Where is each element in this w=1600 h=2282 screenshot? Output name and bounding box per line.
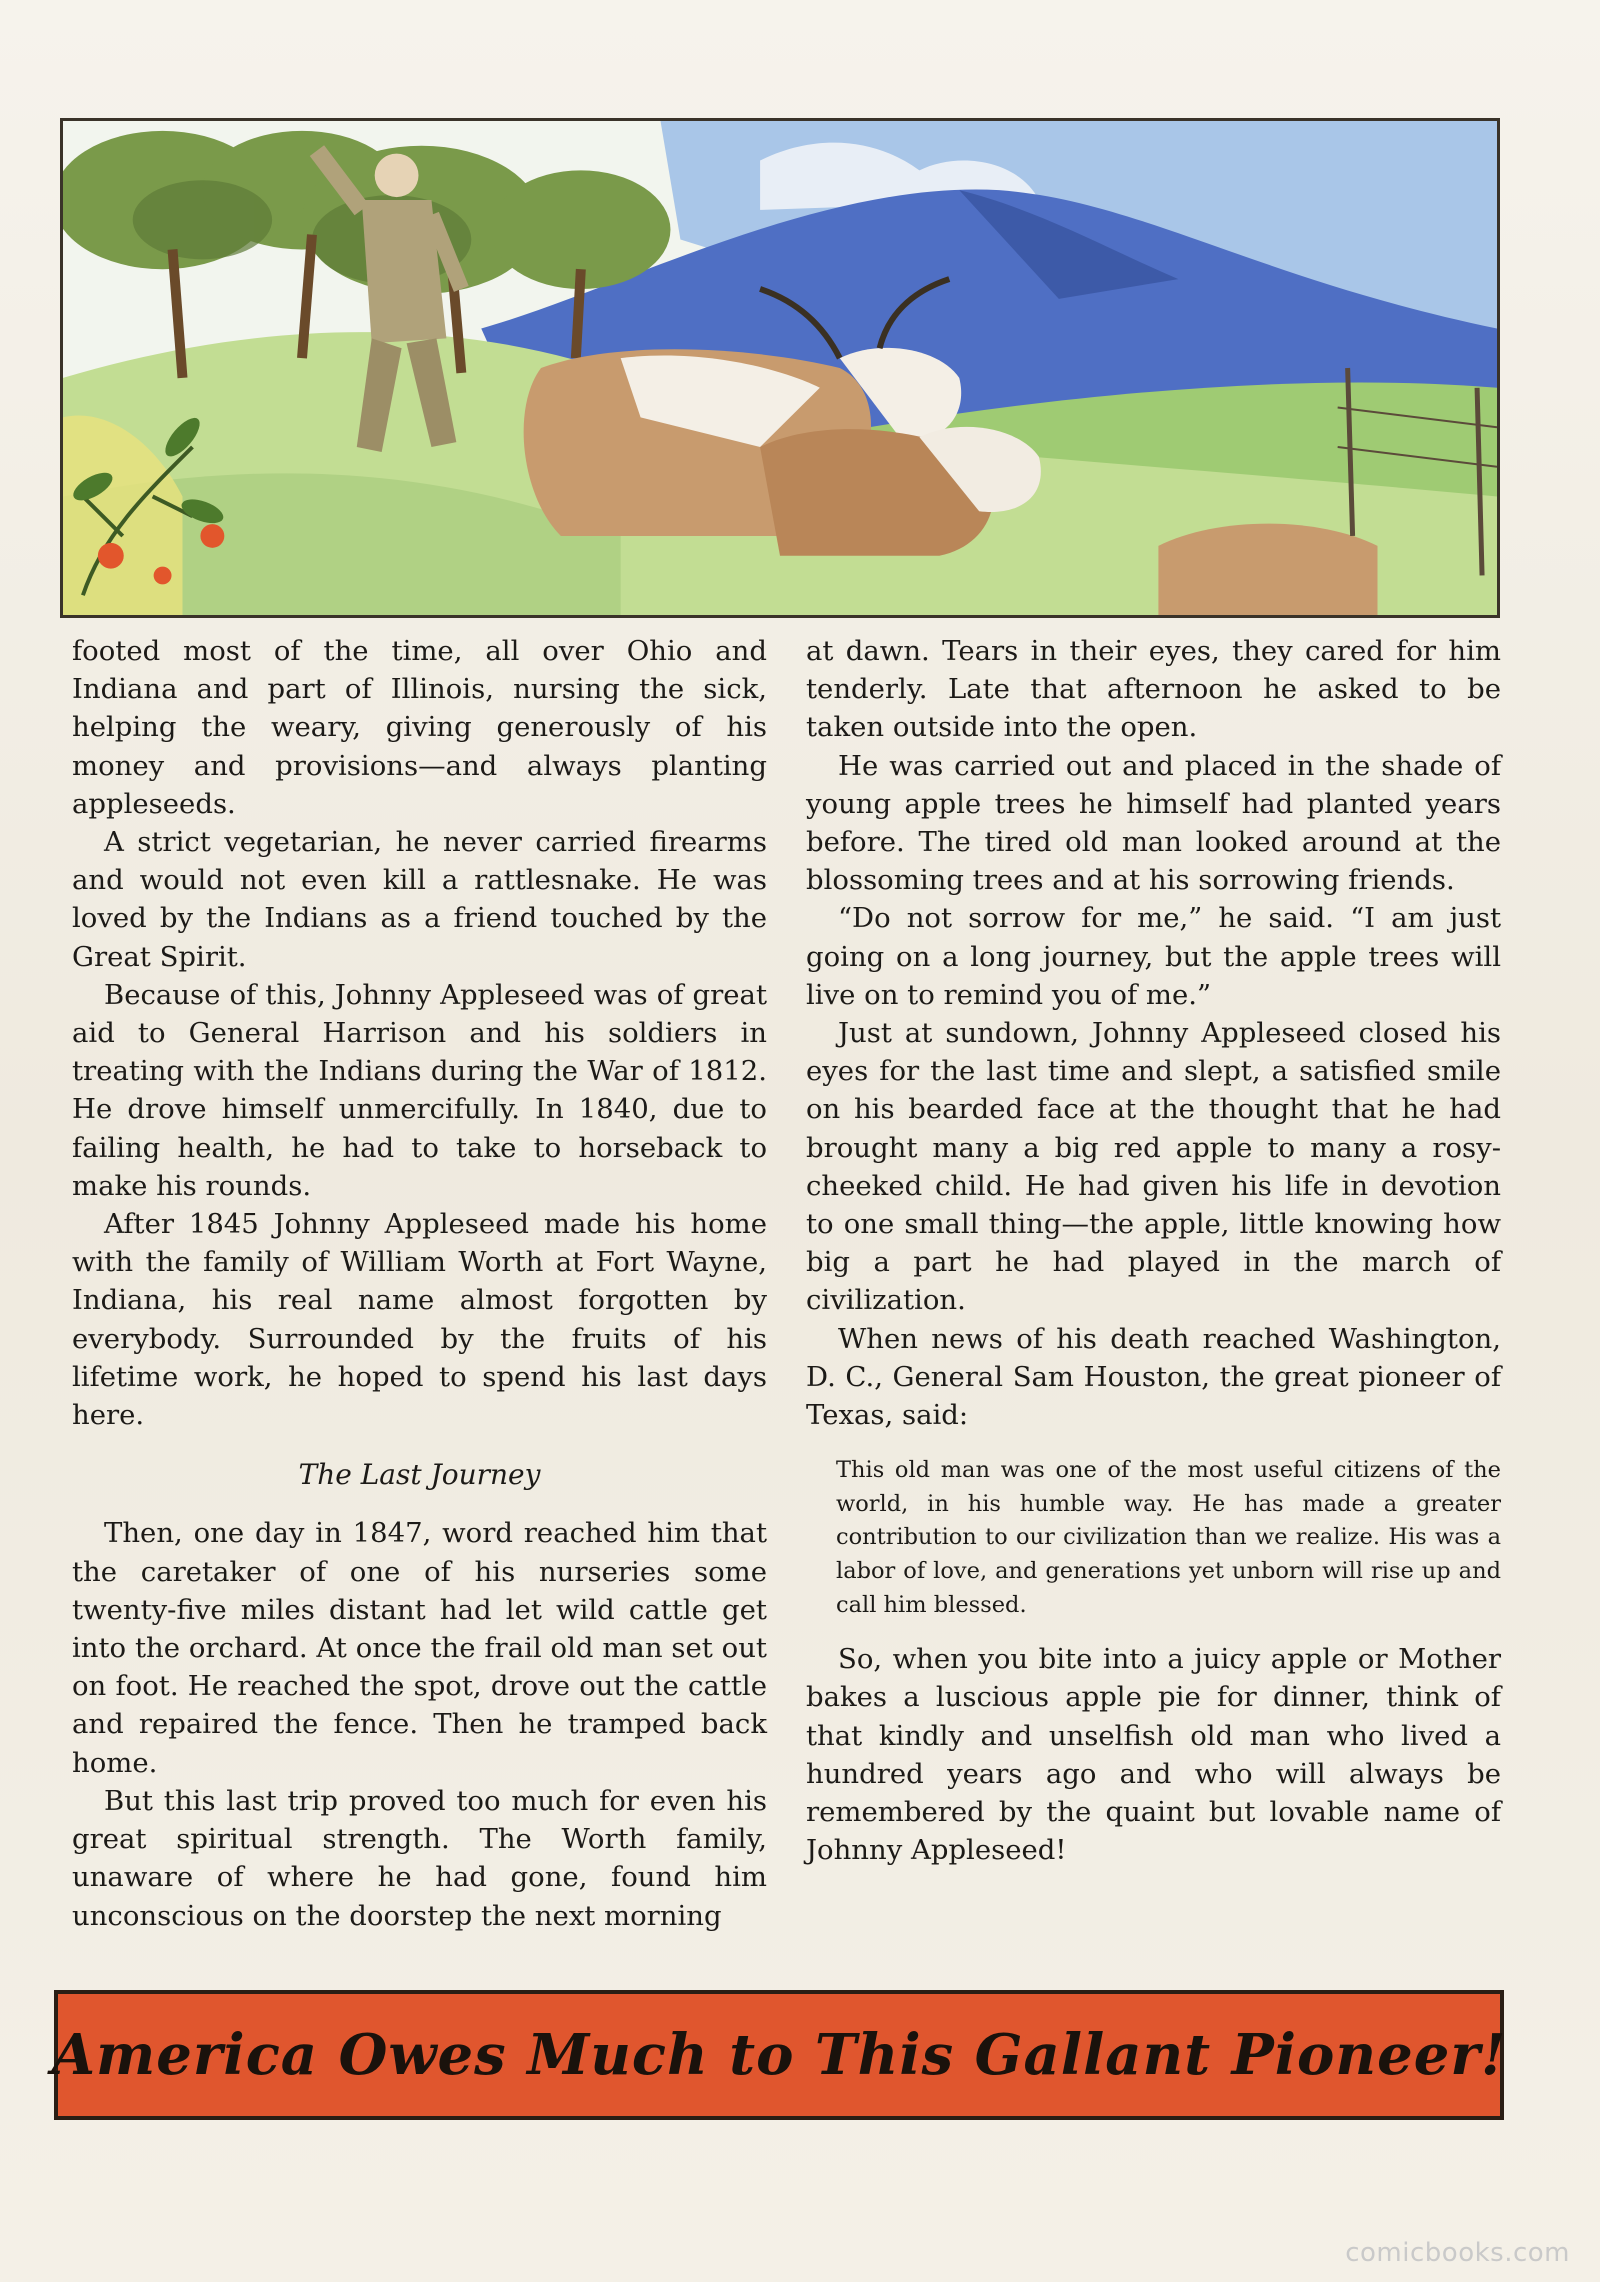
- paragraph: Just at sundown, Johnny Appleseed closed his eyes for the last time and slept, a satisfied smile on his bearded face at the thought that he had brought many a big red apple to many a rosy-cheeked child. He had given his life in devotion to one small thing—the apple, little knowing how big a part he had played in the march of civilization.: [806, 1017, 1501, 1317]
- paragraph: After 1845 Johnny Appleseed made his home with the family of William Worth at Fort Wayne, Indiana, his real name almost forgotten by everybody. Surrounded by the fruits of his lifetime work, he hoped to spend his last days here.: [72, 1208, 767, 1432]
- paragraph: So, when you bite into a juicy apple or Mother bakes a luscious apple pie for dinner, think of that kindly and unselfish old man who lived a hundred years ago and who will always be remembered by the quaint but lovable name of Johnny Appleseed!: [806, 1643, 1501, 1867]
- paragraph: Because of this, Johnny Appleseed was of great aid to General Harrison and his soldiers in treating with the Indians during the War of 1812. He drove himself unmercifully. In 1840, due to failing health, he had to take to horseback to make his rounds.: [72, 978, 767, 1202]
- orchard-illustration: [63, 121, 1497, 615]
- paragraph: Then, one day in 1847, word reached him that the caretaker of one of his nurseries some twenty-five miles distant had let wild cattle get into the orchard. At once the frail old man set out on foot. He reached the spot, drove out the cattle and repaired the fence. Then he tramped back home.: [72, 1517, 767, 1779]
- paragraph: He was carried out and placed in the shade of young apple trees he himself had planted years before. The tired old man looked around at the blossoming trees and at his sorrowing friends.: [806, 749, 1501, 897]
- right-text-column: [806, 632, 1501, 1869]
- illustration-panel: [60, 118, 1500, 618]
- left-text-column: [72, 632, 767, 1935]
- paragraph: at dawn. Tears in their eyes, they cared for him tenderly. Late that afternoon he asked to be taken outside into the open.: [806, 635, 1501, 744]
- paragraph: When news of his death reached Washington, D. C., General Sam Houston, the great pioneer of Texas, said:: [806, 1322, 1501, 1432]
- paragraph: But this last trip proved too much for even his great spiritual strength. The Worth family, unaware of where he had gone, found him unconscious on the doorstep the next morning: [72, 1784, 767, 1932]
- section-subheading: The Last Journey: [298, 1458, 541, 1492]
- banner-text: America Owes Much to This Gallant Pioneer!: [51, 2022, 1507, 2088]
- watermark: comicbooks.com: [1345, 2238, 1570, 2268]
- closing-banner: [51, 1990, 1507, 2120]
- paragraph: footed most of the time, all over Ohio and Indiana and part of Illinois, nursing the sick, helping the weary, giving generously of his money and provisions—and always planting appleseeds.: [72, 635, 767, 820]
- paragraph: A strict vegetarian, he never carried firearms and would not even kill a rattlesnake. He was loved by the Indians as a friend touched by the Great Spirit.: [72, 826, 767, 973]
- paragraph: “Do not sorrow for me,” he said. “I am just going on a long journey, but the apple trees will live on to remind you of me.”: [806, 902, 1501, 1011]
- houston-quote: This old man was one of the most useful citizens of the world, in his humble way. He has made a greater contribution to our civilization than we realize. His was a labor of love, and generations yet unborn will rise up and call him blessed.: [836, 1457, 1501, 1618]
